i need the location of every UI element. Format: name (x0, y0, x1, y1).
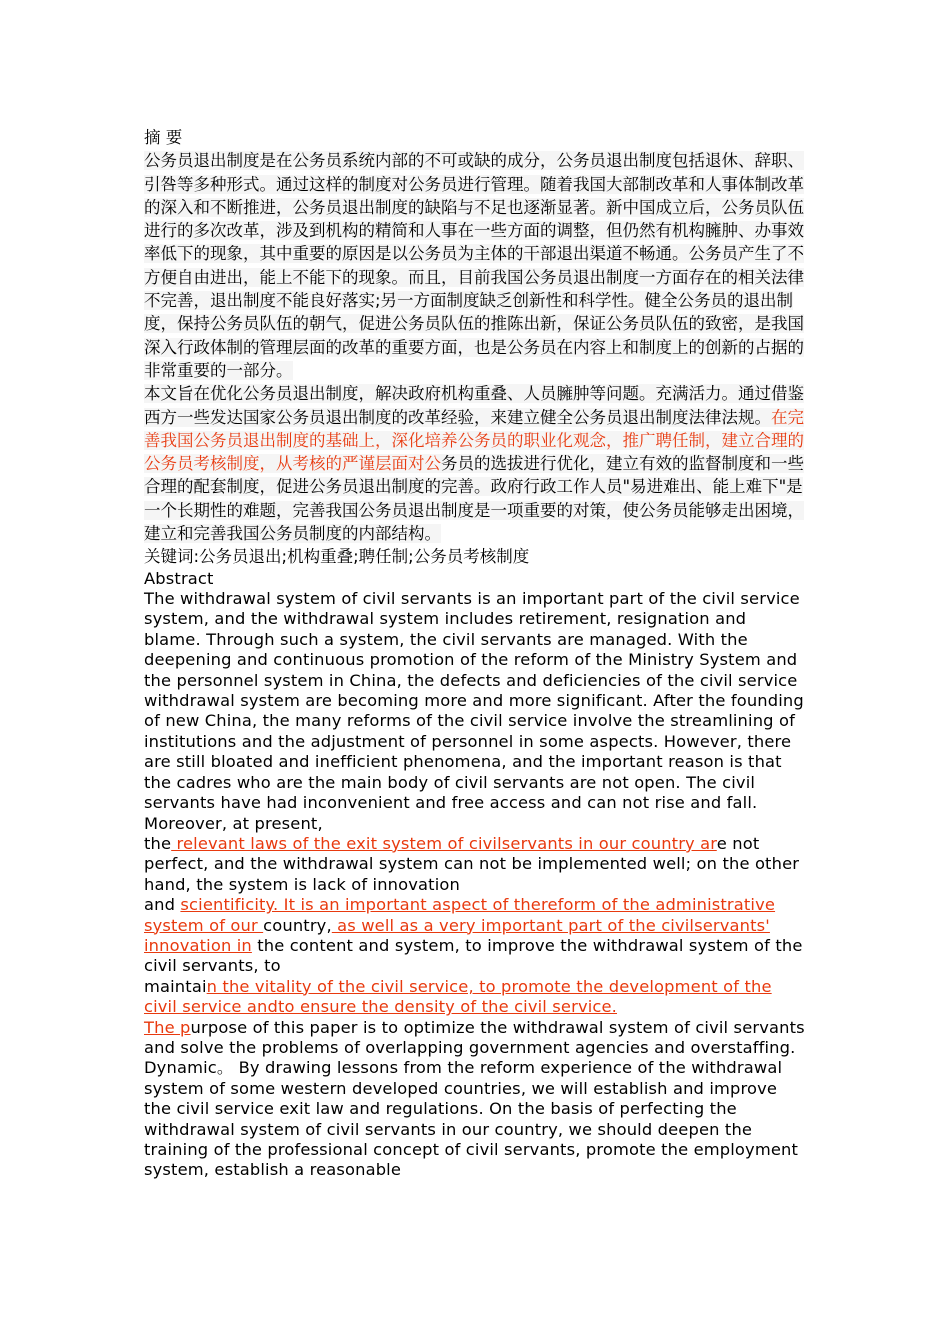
chinese-abstract-paragraph-1 (144, 149, 808, 382)
english-p3-text-c: the content and system, to improve the withdrawal system of the civil servants, to (144, 935, 803, 976)
english-p3-highlighted-text-1: scientificity. It is an important aspect of thereform of the administrative system of our (144, 895, 776, 935)
english-abstract-heading: Abstract (144, 568, 214, 588)
english-abstract-paragraph-3 (144, 895, 808, 977)
english-p2-text-b: e not perfect, and the withdrawal system can not be implemented well; on the other hand, the system is lack of innovation (144, 833, 800, 894)
english-p3-highlighted-text-2: as well as a very important part of the civilservants' innovation in (144, 915, 770, 955)
chinese-paragraph-2-highlighted-text: 在完善我国公务员退出制度的基础上，深化培养公务员的职业化观念，推广聘任制，建立合理的公务员考核制度，从考核的严谨层面对公 (144, 407, 804, 474)
english-p4-text-a: maintai (144, 976, 207, 996)
english-p3-text-b: country, (263, 915, 332, 935)
chinese-keywords: 关键词:公务员退出;机构重叠;聘任制;公务员考核制度 (144, 547, 530, 567)
chinese-abstract-paragraph-2 (144, 382, 808, 545)
chinese-paragraph-2-text-b: 务员的选拔进行优化，建立有效的监督制度和一些合理的配套制度，促进公务员退出制度的完善。政府行政工作人员"易进难出、能上难下"是一个长期性的难题，完善我国公务员退出制度是一项重要的对策，使公务员能够走出困境，建立和完善我国公务员制度的内部结构。 (144, 454, 804, 544)
english-p5-text-a: urpose of this paper is to optimize the withdrawal system of civil servants and solve the problems of overlapping government agencies and overstaffing. Dynamic。 By drawing lessons from the reform experience of the withdrawal system of some western developed countries, we will establish and improve the civil service exit law and regulations. On the basis of perfecting the withdrawal system of civil servants in our country, we should deepen the training of the professional concept of civil servants, promote the employment system, establish a reasonable (144, 1017, 805, 1180)
english-p4-highlighted-text: n the vitality of the civil service, to promote the development of the civil service andto ensure the density of the civil service. (144, 976, 772, 1017)
english-p2-highlighted-text: relevant laws of the exit system of civilservants in our country ar (171, 833, 717, 853)
english-abstract (144, 569, 808, 1181)
english-p2-text-a: the (144, 833, 172, 853)
english-abstract-paragraph-5 (144, 1018, 808, 1181)
chinese-abstract-heading: 摘 要 (144, 128, 183, 147)
chinese-paragraph-1-text: 公务员退出制度是在公务员系统内部的不可或缺的成分，公务员退出制度包括退休、辞职、引咎等多种形式。通过这样的制度对公务员进行管理。随着我国大部制改革和人事体制改革的深入和不断推进，公务员退出制度的缺陷与不足也逐渐显著。新中国成立后，公务员队伍进行的多次改革，涉及到机构的精简和人事在一些方面的调整，但仍然有机构臃肿、办事效率低下的现象，其中重要的原因是以公务员为主体的干部退出渠道不畅通。公务员产生了不方便自由进出，能上不能下的现象。而且，目前我国公务员退出制度一方面存在的相关法律不完善，退出制度不能良好落实;另一方面制度缺乏创新性和科学性。健全公务员的退出制度，保持公务员队伍的朝气，促进公务员队伍的推陈出新，保证公务员队伍的致密，是我国深入行政体制的管理层面的改革的重要方面，也是公务员在内容上和制度上的创新的占据的非常重要的一部分。 (144, 151, 804, 380)
english-p5-highlighted-text: The p (144, 1017, 191, 1037)
english-p3-text-a: and (144, 895, 181, 915)
chinese-abstract (144, 126, 808, 569)
english-abstract-paragraph-1: The withdrawal system of civil servants is an important part of the civil service system, and the withdrawal system includes retirement, resignation and blame. Through such a system, the civil servants are managed. With the deepening and continuous promotion of the reform of the Ministry System and the personnel system in China, the defects and deficiencies of the civil service withdrawal system are becoming more and more significant. After the founding of new China, the many reforms of the civil service involve the streamlining of institutions and the adjustment of personnel in some aspects. However, there are still bloated and inefficient phenomena, and the important reason is that the cadres who are the main body of civil servants are not open. The civil servants have had inconvenient and free access and can not rise and fall. Moreover, at present, (144, 589, 804, 833)
english-abstract-paragraph-2 (144, 834, 808, 895)
english-abstract-paragraph-4 (144, 977, 808, 1018)
chinese-paragraph-2-text-a: 本文旨在优化公务员退出制度，解决政府机构重叠、人员臃肿等问题。充满活力。通过借鉴西方一些发达国家公务员退出制度的改革经验，来建立健全公务员退出制度法律法规。 (144, 384, 804, 427)
document-page (144, 126, 808, 1181)
